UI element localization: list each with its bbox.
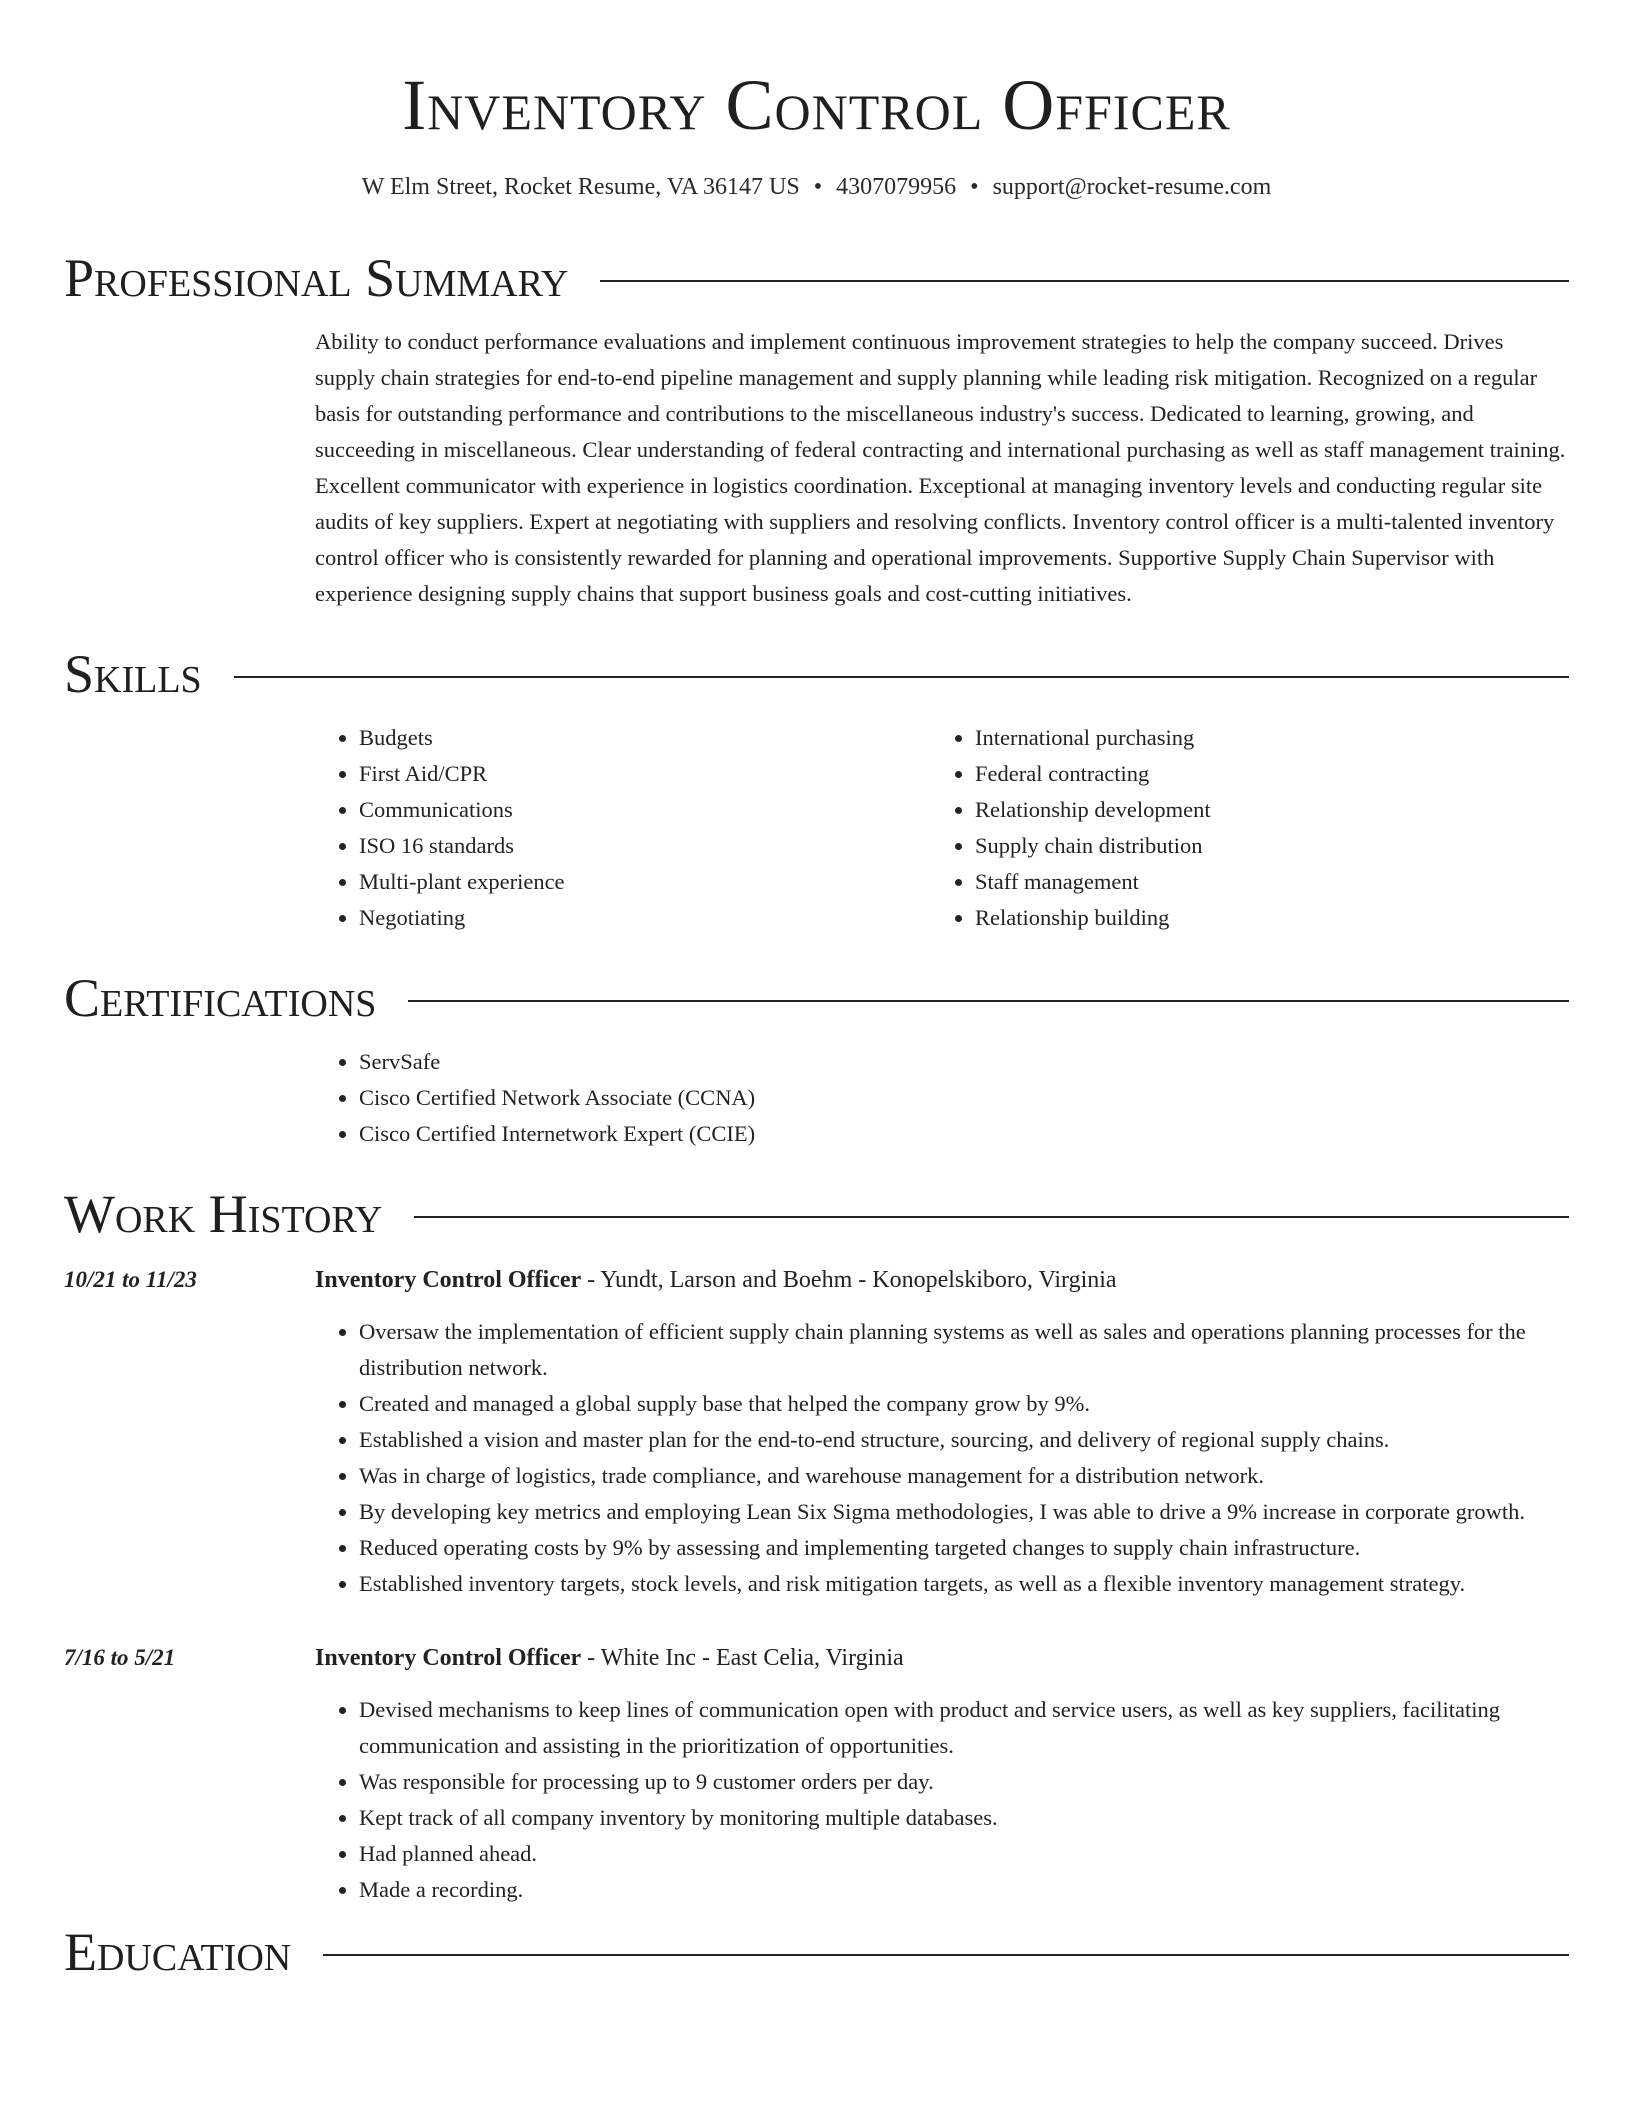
job-bullet: • Established inventory targets, stock levels, and risk mitigation targets, as well as a flexible inventory management strategy. bbox=[359, 1566, 1569, 1602]
job-bullet: • Created and managed a global supply base that helped the company grow by 9%. bbox=[359, 1386, 1569, 1422]
job-bullet: • Was responsible for processing up to 9 customer orders per day. bbox=[359, 1764, 1569, 1800]
section-divider bbox=[600, 280, 1569, 282]
summary-text: Ability to conduct performance evaluations and implement continuous improvement strategies to help the company succeed. Drives supply chain strategies for end-to-end pipeline management and supply planning while leading risk mitigation. Recognized on a regular basis for outstanding performance and contributions to the miscellaneous industry's success. Dedicated to learning, growing, and succeeding in miscellaneous. Clear understanding of federal contracting and international purchasing as well as staff management training. Excellent communicator with experience in logistics coordination. Exceptional at managing inventory levels and conducting regular site audits of key suppliers. Expert at negotiating with suppliers and resolving conflicts. Inventory control officer is a multi-talented inventory control officer who is consistently rewarded for planning and operational improvements. Supportive Supply Chain Supervisor with experience designing supply chains that support business goals and cost-cutting initiatives. bbox=[315, 329, 1566, 606]
job-bullets bbox=[315, 1692, 1569, 1908]
work-history-section-header bbox=[64, 1180, 1569, 1248]
work-history-heading: Work History bbox=[64, 1184, 383, 1244]
section-divider bbox=[234, 676, 1569, 678]
skill-item: • Relationship development bbox=[975, 792, 1547, 828]
skill-item: • Communications bbox=[359, 792, 931, 828]
certification-item: • Cisco Certified Network Associate (CCNA) bbox=[359, 1080, 1569, 1116]
job-bullet: • Made a recording. bbox=[359, 1872, 1569, 1908]
skills-section-header bbox=[64, 640, 1569, 708]
skills-heading: Skills bbox=[64, 644, 202, 704]
summary-heading: Professional Summary bbox=[64, 248, 569, 308]
contact-separator: • bbox=[970, 174, 979, 200]
job-dates: 7/16 to 5/21 bbox=[64, 1645, 176, 1670]
job-details bbox=[315, 1262, 1569, 1602]
job-role: Inventory Control Officer bbox=[315, 1645, 582, 1671]
summary-section-header bbox=[64, 244, 1569, 312]
job-bullet: • Established a vision and master plan for the end-to-end structure, sourcing, and delivery of regional supply chains. bbox=[359, 1422, 1569, 1458]
job-dates: 10/21 to 11/23 bbox=[64, 1267, 197, 1292]
job-bullet: • Had planned ahead. bbox=[359, 1836, 1569, 1872]
skill-item: • ISO 16 standards bbox=[359, 828, 931, 864]
job-bullet: • Kept track of all company inventory by monitoring multiple databases. bbox=[359, 1800, 1569, 1836]
skill-item: • Budgets bbox=[359, 720, 931, 756]
skill-item: • Federal contracting bbox=[975, 756, 1547, 792]
skills-column-right bbox=[931, 720, 1547, 936]
contact-separator: • bbox=[813, 174, 823, 200]
skill-item: • Relationship building bbox=[975, 900, 1547, 936]
contact-address: W Elm Street, Rocket Resume, VA 36147 US bbox=[361, 174, 800, 200]
job-bullet: • Oversaw the implementation of efficient supply chain planning systems as well as sales and operations planning processes for the distribution network. bbox=[359, 1314, 1569, 1386]
resume-page bbox=[64, 0, 1569, 1986]
section-divider bbox=[414, 1216, 1569, 1218]
job-role: Inventory Control Officer bbox=[315, 1267, 582, 1293]
job-bullet: • Was in charge of logistics, trade compliance, and warehouse management for a distribution network. bbox=[359, 1458, 1569, 1494]
resume-title: Inventory Control Officer bbox=[402, 65, 1231, 145]
skills-list-right bbox=[931, 720, 1547, 936]
job-employer: - White Inc - East Celia, Virginia bbox=[581, 1645, 904, 1671]
job-entry bbox=[64, 1640, 1569, 1908]
job-bullet: • By developing key metrics and employing Lean Six Sigma methodologies, I was able to drive a 9% increase in corporate growth. bbox=[359, 1494, 1569, 1530]
contact-line bbox=[64, 170, 1569, 204]
skill-item: • First Aid/CPR bbox=[359, 756, 931, 792]
skills-list-left bbox=[315, 720, 931, 936]
job-bullets bbox=[315, 1314, 1569, 1602]
job-heading bbox=[315, 1262, 1569, 1298]
education-section-header bbox=[64, 1918, 1569, 1986]
contact-email: support@rocket-resume.com bbox=[992, 174, 1272, 200]
skill-item: • Staff management bbox=[975, 864, 1547, 900]
certifications-list bbox=[315, 1044, 1569, 1152]
certifications-section-header bbox=[64, 964, 1569, 1032]
contact-phone: 4307079956 bbox=[836, 174, 957, 200]
certifications-heading: Certifications bbox=[64, 968, 377, 1028]
skill-item: • Multi-plant experience bbox=[359, 864, 931, 900]
section-divider bbox=[323, 1954, 1569, 1956]
section-divider bbox=[408, 1000, 1569, 1002]
job-details bbox=[315, 1640, 1569, 1908]
skill-item: • Supply chain distribution bbox=[975, 828, 1547, 864]
certification-item: • Cisco Certified Internetwork Expert (CCIE) bbox=[359, 1116, 1569, 1152]
skill-item: • International purchasing bbox=[975, 720, 1547, 756]
job-bullet: • Devised mechanisms to keep lines of communication open with product and service users, as well as key suppliers, facilitating communication and assisting in the prioritization of opportunities. bbox=[359, 1692, 1569, 1764]
job-bullet: • Reduced operating costs by 9% by assessing and implementing targeted changes to supply chain infrastructure. bbox=[359, 1530, 1569, 1566]
certifications-body bbox=[315, 1044, 1569, 1152]
job-heading bbox=[315, 1640, 1569, 1676]
skills-grid bbox=[315, 720, 1569, 936]
skill-item: • Negotiating bbox=[359, 900, 931, 936]
job-entry bbox=[64, 1262, 1569, 1602]
certification-item: • ServSafe bbox=[359, 1044, 1569, 1080]
skills-column-left bbox=[315, 720, 931, 936]
job-employer: - Yundt, Larson and Boehm - Konopelskiboro, Virginia bbox=[581, 1267, 1117, 1293]
education-heading: Education bbox=[64, 1922, 292, 1982]
